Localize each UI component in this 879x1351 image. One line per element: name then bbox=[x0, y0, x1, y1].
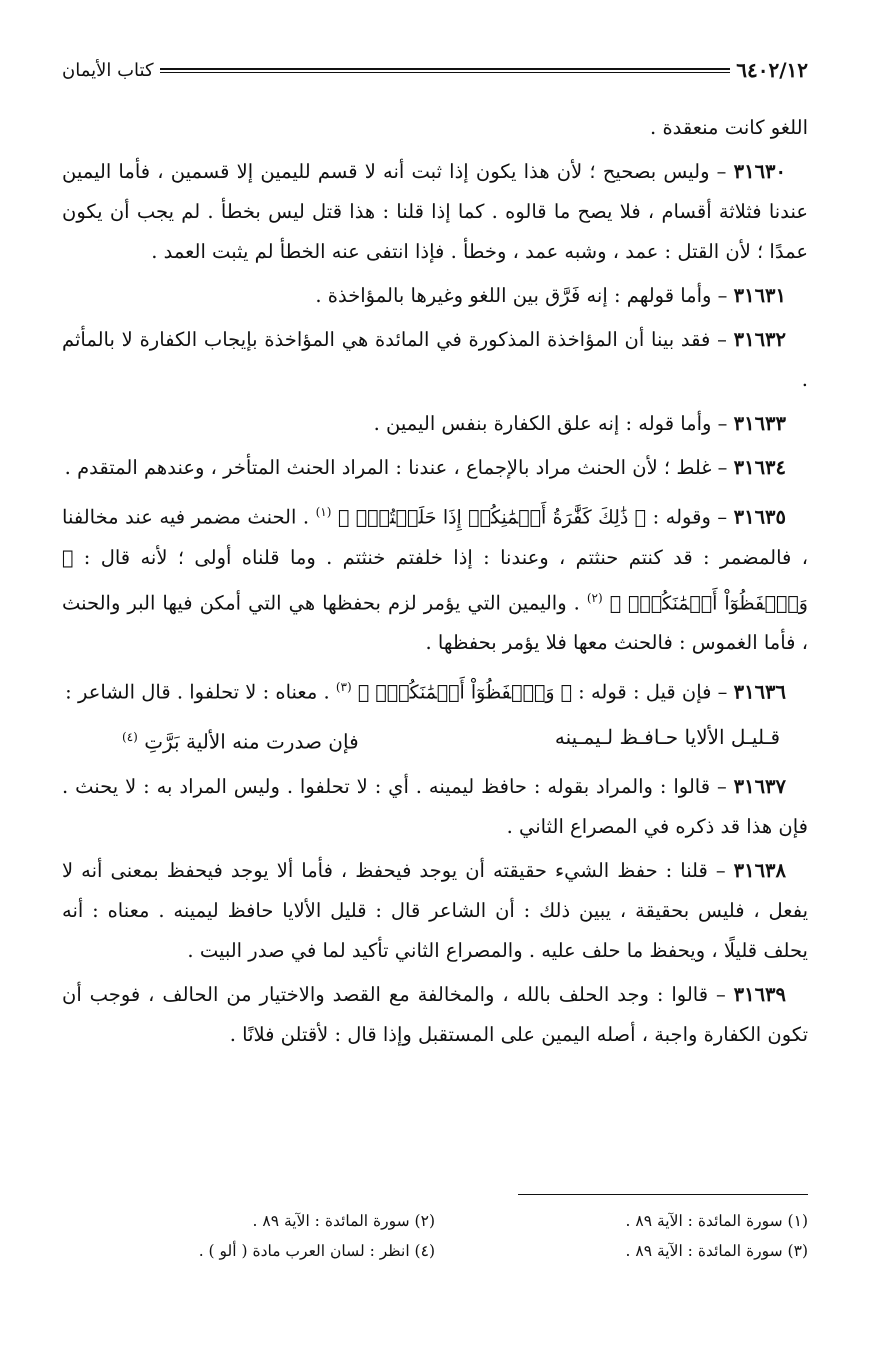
paragraph-text: – قلنا : حفظ الشيء حقيقته أن يوجد فيحفظ ، فأما ألا يوجد فيحفظ بمعنى أنه لا يفعل ، فليس بحقيقة ، يبين ذلك : أن الشاعر قال : قليل الألايا حافظ ليمينه . معناه : أنه يحلف قليلًا ، ويحفظ ما حلف عليه . والمصراع الثاني تأكيد لما في صدر البيت . bbox=[62, 859, 808, 963]
paragraph-text-post: . معناه : لا تحلفوا . قال الشاعر : bbox=[65, 680, 336, 704]
quran-quote: ﴿ ذَٰلِكَ كَفَّٰرَةُ أَيۡمَٰنِكُمۡ إِذَا حَلَفۡتُمۡۚ ﴾ bbox=[337, 506, 647, 529]
footnote-list bbox=[62, 1209, 808, 1263]
paragraph-number: ٣١٦٣٣ bbox=[733, 412, 786, 435]
footnote-4: (٤) انظر : لسان العرب مادة ( ألو ) . bbox=[198, 1242, 435, 1260]
paragraph-31636 bbox=[62, 667, 808, 713]
paragraph-text: – فقد بينا أن المؤاخذة المذكورة في المائدة هي المؤاخذة بإيجاب الكفارة لا بالمأثم . bbox=[62, 328, 808, 391]
paragraph-number: ٣١٦٣٠ bbox=[733, 160, 786, 183]
page bbox=[62, 48, 808, 1059]
paragraph-31633 bbox=[62, 404, 808, 444]
footnote-2: (٢) سورة المائدة : الآية ٨٩ . bbox=[252, 1212, 435, 1230]
paragraph-number: ٣١٦٣٤ bbox=[733, 456, 786, 479]
footnote-ref: (٣) bbox=[335, 680, 352, 694]
paragraph-text: اللغو كانت منعقدة . bbox=[650, 116, 808, 139]
paragraph-text-pre: – وقوله : bbox=[646, 505, 734, 529]
verse-second-hemistich bbox=[122, 717, 359, 762]
paragraph-31639 bbox=[62, 975, 808, 1055]
paragraph-text-mid: . الحنث مضمر فيه عند مخالفنا ، فالمضمر : قد كنتم حنثتم ، وعندنا : إذا خلفتم خنثتم . وما قلناه أولى ؛ لأنه قال : bbox=[62, 505, 808, 569]
paragraph-31634 bbox=[62, 448, 808, 488]
paragraph-31637 bbox=[62, 767, 808, 847]
quran-quote: ﴿ وَٱحۡفَظُوٓاْ أَيۡمَٰنَكُمۡۚ ﴾ bbox=[62, 546, 808, 614]
footnote-ref: (٤) bbox=[122, 729, 138, 744]
paragraph-text: – وأما قوله : إنه علق الكفارة بنفس اليمين . bbox=[373, 412, 734, 435]
paragraph-text: – وأما قولهم : إنه فَرَّق بين اللغو وغيرها بالمؤاخذة . bbox=[315, 284, 734, 307]
paragraph-number: ٣١٦٣٦ bbox=[733, 680, 786, 704]
paragraph-text: – قالوا : وجد الحلف بالله ، والمخالفة مع القصد والاختيار من الحالف ، فوجب أن تكون الكفارة واجبة ، أصله اليمين على المستقبل وإذا قال : لأقتلن فلانًا . bbox=[62, 983, 808, 1047]
paragraph-31630 bbox=[62, 152, 808, 272]
paragraph-31631 bbox=[62, 276, 808, 316]
paragraph-number: ٣١٦٣٢ bbox=[733, 328, 786, 351]
paragraph-number: ٣١٦٣٧ bbox=[733, 775, 786, 799]
paragraph-text-post: . واليمين التي يؤمر لزم بحفظها هي التي أمكن فيها البر والحنث ، فأما الغموس : فالحنث معها فلا يؤمر بحفظها . bbox=[62, 591, 808, 654]
footnote-3: (٣) سورة المائدة : الآية ٨٩ . bbox=[625, 1242, 808, 1260]
paragraph-31638 bbox=[62, 851, 808, 971]
paragraph-number: ٣١٦٣٨ bbox=[733, 859, 786, 883]
paragraph-text: – غلط ؛ لأن الحنث مراد بالإجماع ، عندنا : المراد الحنث المتأخر ، وعندهم المتقدم . bbox=[64, 456, 734, 479]
paragraph-text: – وليس بصحيح ؛ لأن هذا يكون إذا ثبت أنه لا قسم لليمين إلا قسمين ، فأما اليمين عندنا فثلاثة أقسام ، فلا يصح ما قالوه . كما إذا قلنا : هذا قتل ليس بخطأ . لم يجب أن يكون عمدًا ؛ لأن القتل : عمد ، وشبه عمد ، وخطأ . فإذا انتفى عنه الخطأ لم يثبت العمد . bbox=[62, 160, 808, 263]
verse-first-hemistich: قـليـل الألايا حـافـظ لـيمـينه bbox=[554, 724, 780, 749]
paragraph-number: ٣١٦٣١ bbox=[733, 284, 786, 307]
paragraph-number: ٣١٦٣٥ bbox=[733, 505, 786, 529]
footnote-ref: (١) bbox=[315, 505, 332, 519]
paragraph-31635 bbox=[62, 492, 808, 663]
body-text bbox=[62, 108, 808, 1055]
page-header bbox=[62, 48, 808, 92]
book-title: كتاب الأيمان bbox=[62, 59, 154, 81]
paragraph-text: – قالوا : والمراد بقوله : حافظ ليمينه . أي : لا تحلفوا . وليس المراد به : لا يحنث . فإن هذا قد ذكره في المصراع الثاني . bbox=[62, 775, 808, 839]
verse-second-text: فإن صدرت منه الألية بَرَّتِ bbox=[144, 729, 359, 754]
footnote-ref: (٢) bbox=[586, 590, 603, 605]
page-number: ٦٤٠٢/١٢ bbox=[736, 58, 808, 82]
footnote-1: (١) سورة المائدة : الآية ٨٩ . bbox=[625, 1212, 808, 1230]
paragraph-31632 bbox=[62, 320, 808, 400]
footnotes bbox=[62, 1194, 808, 1263]
paragraph-0 bbox=[62, 108, 808, 148]
poetry-verse bbox=[62, 717, 808, 762]
header-rule bbox=[160, 68, 731, 73]
footnote-rule bbox=[518, 1194, 808, 1195]
quran-quote: ﴿ وَٱحۡفَظُوٓاْ أَيۡمَٰنَكُمۡۚ ﴾ bbox=[357, 681, 572, 704]
paragraph-number: ٣١٦٣٩ bbox=[733, 983, 786, 1007]
paragraph-text-pre: – فإن قيل : قوله : bbox=[571, 680, 734, 704]
